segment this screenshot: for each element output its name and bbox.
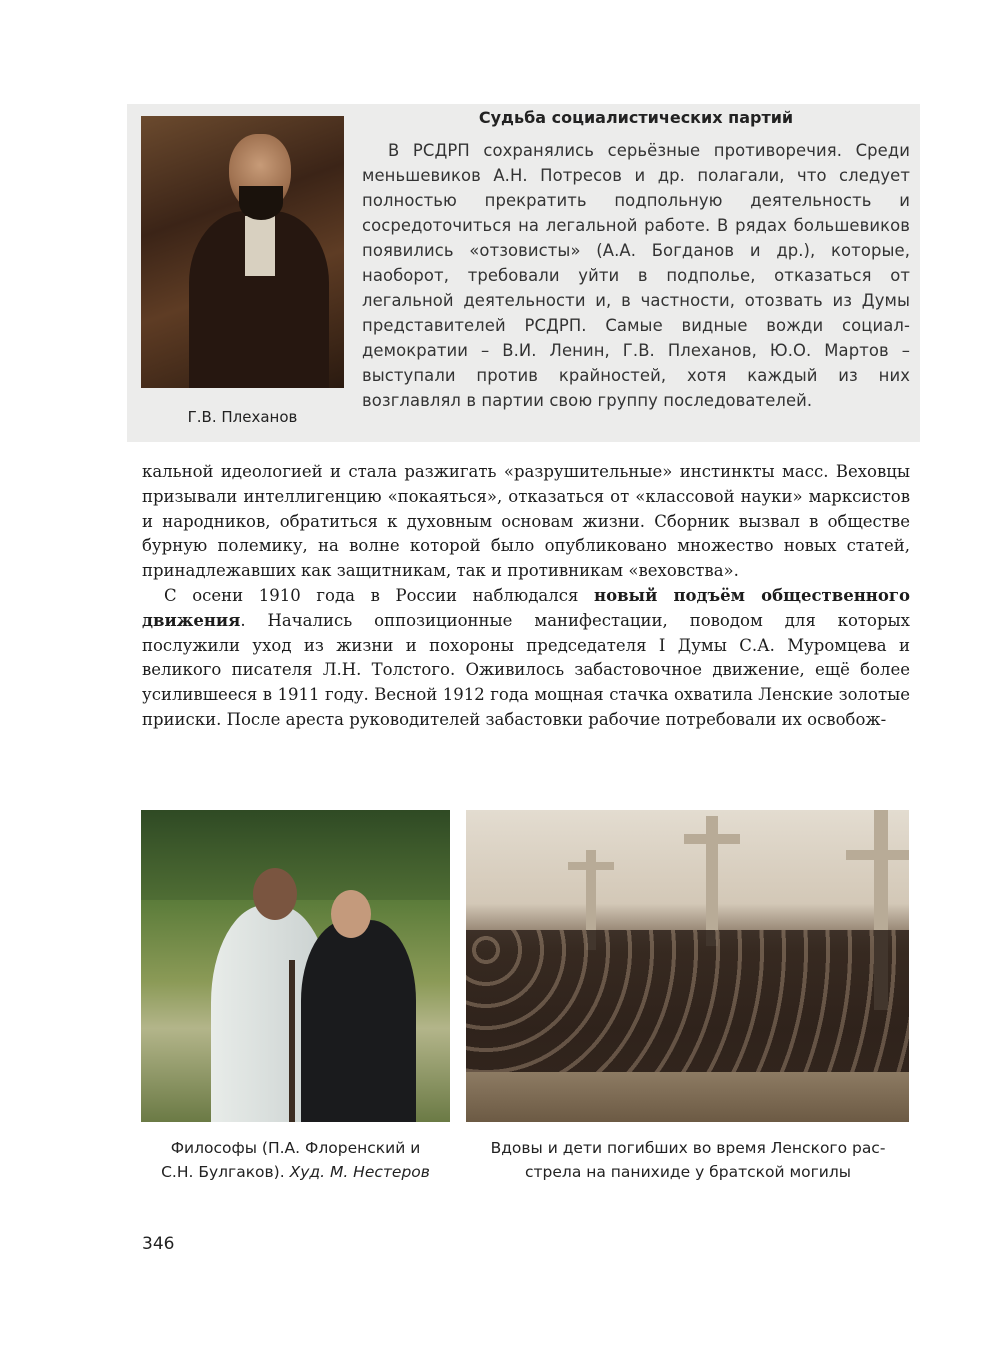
right-caption-line1: Вдовы и дети погибших во время Ленского рас- [490, 1139, 886, 1157]
right-photo-caption [462, 1136, 914, 1184]
left-caption-italic: Худ. М. Нестеров [289, 1163, 430, 1181]
left-caption-plain: С.Н. Булгаков). [161, 1163, 290, 1181]
main-text [142, 460, 910, 733]
left-caption-line1: Философы (П.А. Флоренский и [170, 1139, 421, 1157]
plekhanov-portrait [141, 116, 344, 388]
main-paragraph-2 [142, 584, 910, 733]
paragraph2-bold: новый подъём общественного движения [142, 585, 910, 630]
sidebar-title: Судьба социалистических партий [478, 108, 794, 127]
main-paragraph-1: кальной идеологией и стала разжигать «разрушительные» инстинкты масс. Веховцы призывали интеллигенцию «покаяться», отказаться от «классовой науки» марксистов и народников, обратиться к духовным основам жизни. Сборник вызвал в обществе бурную полемику, на волне которой было опубликовано множество новых статей, принадлежавших как защитникам, так и противникам «веховства». [142, 462, 910, 581]
left-caption-line2 [141, 1160, 450, 1184]
paragraph2-rest: . Начались оппозиционные манифестации, поводом для которых послужили уход из жизни и похороны председателя I Думы С.А. Муромцева и великого писателя Л.Н. Толстого. Оживилось забастовочное движение, ещё более усилившееся в 1911 году. Весной 1912 года мощная стачка охватила Ленские золотые прииски. После ареста руководителей забастовки рабочие потребовали их освобож- [142, 610, 910, 729]
paragraph2-start: С осени 1910 года в России наблюдался [164, 585, 594, 605]
philosophers-painting [141, 810, 450, 1122]
portrait-caption: Г.В. Плеханов [187, 408, 298, 426]
sidebar-text [362, 138, 910, 413]
lena-memorial-photo [466, 810, 909, 1122]
page-number: 346 [142, 1234, 175, 1254]
left-photo-caption [141, 1136, 450, 1184]
sidebar-paragraph: В РСДРП сохранялись серьёзные противоречия. Среди меньшевиков А.Н. Потресов и др. полагали, что следует полностью прекратить подпольную деятельность и сосредоточиться на легальной работе. В рядах большевиков появились «отзовисты» (А.А. Богданов и др.), которые, наоборот, требовали уйти в подполье, отказаться от легальной деятельности и, в частности, отозвать из Думы представителей РСДРП. Самые видные вожди социал-демократии – В.И. Ленин, Г.В. Плеханов, Ю.О. Мартов – выступали против крайностей, хотя каждый из них возглавлял в партии свою группу последователей. [362, 141, 910, 410]
right-caption-line2: стрела на панихиде у братской могилы [524, 1163, 851, 1181]
